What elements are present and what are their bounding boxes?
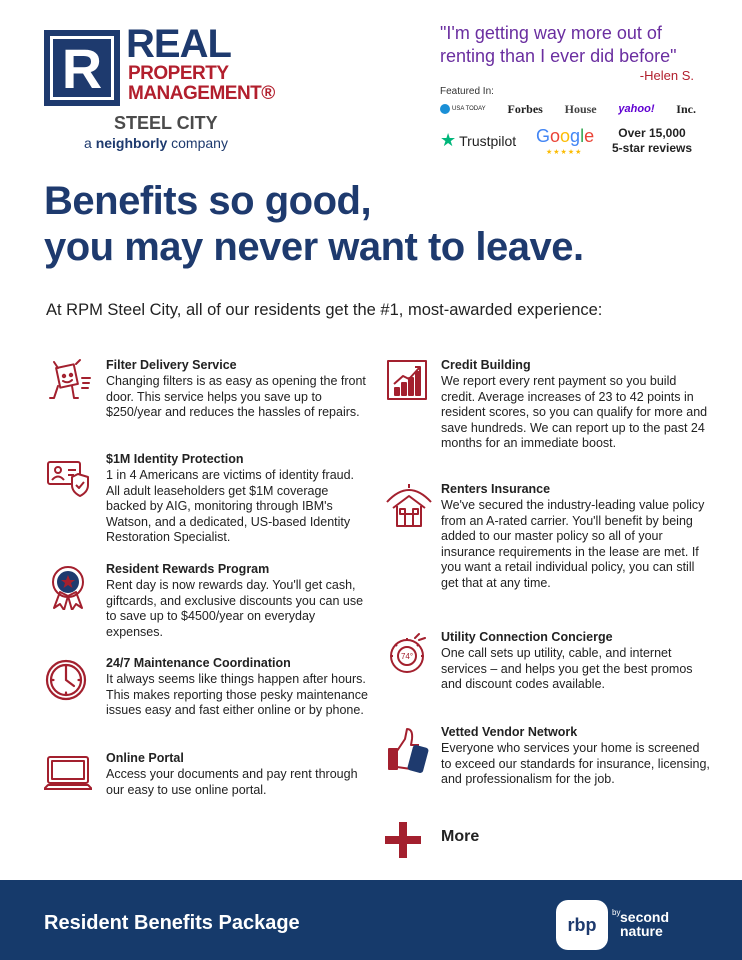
benefit-rewards-title: Resident Rewards Program bbox=[106, 562, 270, 576]
benefit-credit-title: Credit Building bbox=[441, 358, 531, 372]
testimonial-quote: "I'm getting way more out of renting than I ever did before" bbox=[440, 23, 677, 66]
featured-label: Featured In: bbox=[440, 86, 494, 97]
trustpilot-star-icon: ★ bbox=[440, 130, 457, 150]
benefit-filter-desc: Changing filters is as easy as opening the front door. This service helps you save up to $250/year and reduces the hassles of repairs. bbox=[106, 374, 366, 419]
filter-delivery-icon bbox=[44, 358, 92, 406]
benefit-maintenance-title: 24/7 Maintenance Coordination bbox=[106, 656, 291, 670]
trustpilot-logo: ★ Trustpilot bbox=[440, 130, 517, 150]
second-nature-logo: second nature bbox=[620, 909, 670, 939]
benefit-credit-desc: We report every rent payment so you build credit. Average increases of 23 to 42 points in resident scores, so you can qualify for more and save hundreds. We can report up to the past 24 months for an immediate boost. bbox=[441, 374, 708, 450]
benefit-vendor-title: Vetted Vendor Network bbox=[441, 725, 578, 739]
footer-bar bbox=[0, 880, 742, 960]
rewards-ribbon-icon bbox=[44, 562, 92, 610]
neighborly-suffix: company bbox=[171, 135, 228, 151]
testimonial-author: -Helen S. bbox=[639, 68, 694, 83]
benefit-insurance-desc: We've secured the industry-leading value policy from an A-rated carrier. You'll benefit by being added to our master policy so all of your insurance requirements in the lease are met. If you want a retail individual policy, you can still get that at any time. bbox=[441, 498, 705, 590]
neighborly-name: neighborly bbox=[95, 135, 168, 151]
credit-chart-icon bbox=[385, 358, 433, 406]
brand-city: STEEL CITY bbox=[114, 113, 218, 133]
benefit-maintenance-desc: It always seems like things happen after hours. This makes reporting those pesky maintenance issues easy and fast either online or by phone. bbox=[106, 672, 368, 717]
benefit-identity-title: $1M Identity Protection bbox=[106, 452, 244, 466]
thermostat-icon bbox=[385, 630, 433, 678]
press-logos bbox=[440, 100, 696, 118]
benefit-portal-desc: Access your documents and pay rent through our easy to use online portal. bbox=[106, 767, 358, 797]
yahoo-logo: yahoo! bbox=[618, 103, 655, 115]
benefit-filter-title: Filter Delivery Service bbox=[106, 358, 237, 372]
benefit-portal-title: Online Portal bbox=[106, 751, 184, 765]
rbp-logo bbox=[556, 900, 608, 950]
inc-logo: Inc. bbox=[676, 101, 696, 116]
identity-shield-icon bbox=[44, 452, 92, 500]
svg-text:74°: 74° bbox=[400, 652, 414, 661]
rbp-text: rbp bbox=[567, 914, 597, 935]
benefit-vendor-desc: Everyone who services your home is screened to exceed our standards for insurance, licensing, and professionalism for the job. bbox=[441, 741, 710, 786]
usa-today-logo: USA TODAY bbox=[440, 104, 486, 114]
neighborly-tagline bbox=[84, 135, 228, 151]
logo-mark bbox=[44, 30, 120, 106]
headline-line-2: you may never want to leave. bbox=[44, 225, 584, 269]
forbes-logo: Forbes bbox=[507, 101, 543, 116]
intro-text: At RPM Steel City, all of our residents get the #1, most-awarded experience: bbox=[46, 301, 603, 319]
benefit-utility-title: Utility Connection Concierge bbox=[441, 630, 613, 644]
benefit-insurance-title: Renters Insurance bbox=[441, 482, 551, 496]
neighborly-prefix: a bbox=[84, 135, 92, 151]
reviews-count: Over 15,000 5-star reviews bbox=[611, 126, 693, 155]
house-logo: House bbox=[564, 101, 597, 116]
footer-title: Resident Benefits Package bbox=[44, 912, 300, 934]
benefit-rewards-desc: Rent day is now rewards day. You'll get cash, giftcards, and exclusive discounts you can use to save up to $4500/year on everyday expenses. bbox=[106, 578, 364, 639]
rbp-by: by bbox=[612, 908, 621, 917]
clock-icon bbox=[44, 656, 92, 704]
house-umbrella-icon bbox=[385, 482, 433, 530]
more-label: More bbox=[441, 828, 480, 845]
benefit-identity-desc: 1 in 4 Americans are victims of identity fraud. All adult leaseholders get $1M coverage backed by AIG, monitoring through IBM's Watson, and a dedicated, US-based Identity Restoration Specialist. bbox=[106, 468, 355, 544]
laptop-icon bbox=[44, 751, 92, 799]
brand-management: MANAGEMENT® bbox=[128, 83, 275, 104]
headline bbox=[44, 178, 724, 270]
google-stars: ★★★★★ bbox=[546, 149, 583, 156]
brand-property: PROPERTY bbox=[128, 63, 229, 84]
plus-icon bbox=[385, 822, 421, 858]
headline-line-1: Benefits so good, bbox=[44, 179, 372, 223]
logo-letter: R bbox=[61, 36, 103, 100]
benefit-utility-desc: One call sets up utility, cable, and internet services – and helps you get the best promos and discount codes available. bbox=[441, 646, 693, 691]
thumbs-up-phone-icon bbox=[385, 725, 433, 773]
brand-real: REAL bbox=[126, 22, 231, 66]
google-logo: Google bbox=[536, 126, 595, 146]
